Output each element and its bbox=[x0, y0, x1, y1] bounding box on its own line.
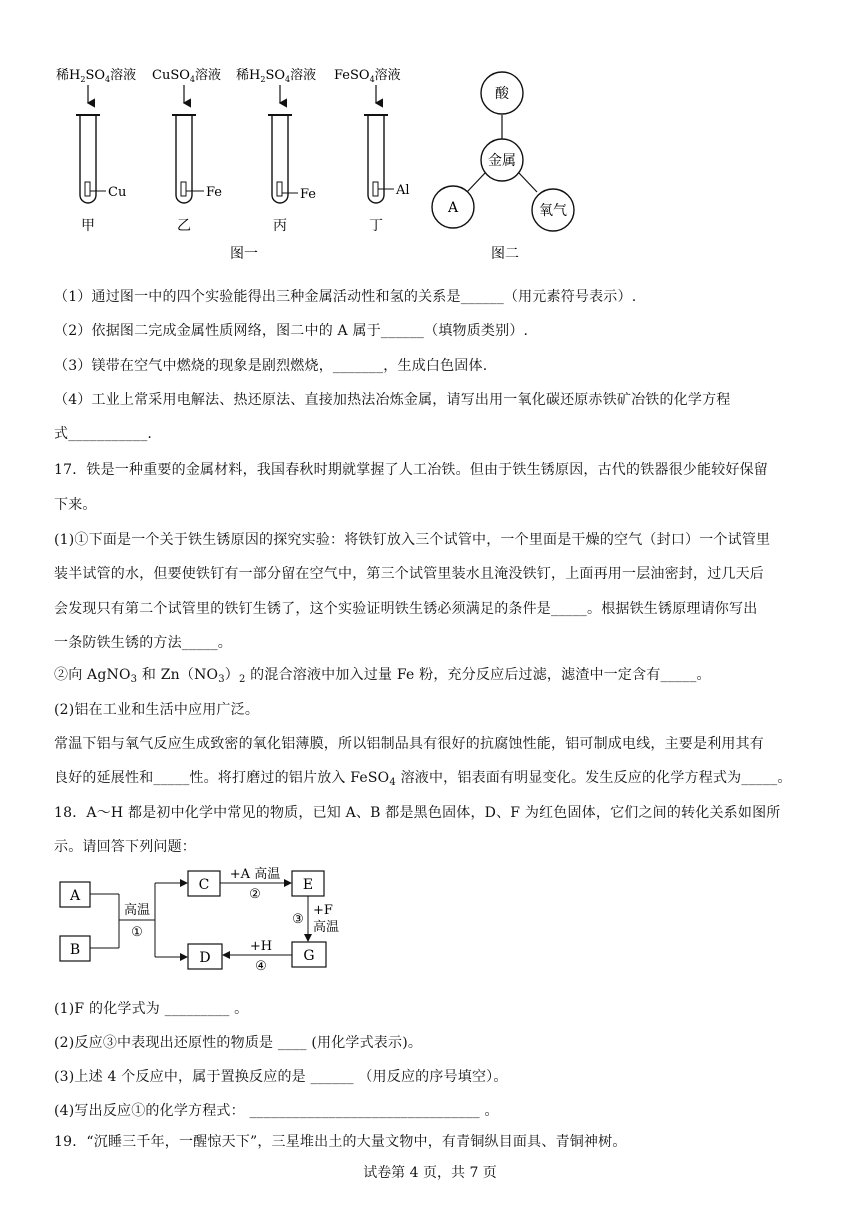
tube-bing bbox=[236, 67, 316, 234]
q16-part1: （1）通过图一中的四个实验能得出三种金属活动性和氢的关系是______（用元素符号表示）. bbox=[54, 289, 637, 305]
svg-text:B: B bbox=[69, 942, 81, 958]
q16-part4-line1: （4）工业上常采用电解法、热还原法、直接加热法冶炼金属，请写出用一氧化碳还原赤铁矿冶铁的化学方程 bbox=[54, 392, 731, 408]
figure-2-network bbox=[425, 60, 595, 270]
svg-text:G: G bbox=[303, 948, 315, 964]
metal-strip-jia bbox=[85, 182, 90, 196]
tube-ding-reagent: FeSO$_4$溶液 bbox=[334, 68, 401, 84]
node-oxygen-label: 氧气 bbox=[539, 203, 567, 219]
node-acid-label: 酸 bbox=[495, 86, 509, 102]
r4-condition: +H bbox=[249, 939, 273, 954]
r2-number: ② bbox=[249, 887, 261, 902]
q17-line2: 下来。 bbox=[54, 497, 97, 513]
tube-name-yi: 乙 bbox=[177, 218, 191, 234]
r1-condition: 高温 bbox=[123, 903, 151, 918]
q17-line3: (1)①下面是一个关于铁生锈原因的探究实验：将铁钉放入三个试管中，一个里面是干燥的空气（封口）一个试管里 bbox=[54, 532, 771, 548]
r1-number: ① bbox=[131, 925, 143, 940]
q17-line6: 一条防铁生锈的方法_____。 bbox=[54, 635, 232, 651]
r3-condition-2: 高温 bbox=[313, 920, 340, 935]
q18-conversion-diagram bbox=[55, 860, 365, 980]
tube-jia bbox=[56, 67, 136, 234]
metal-label-jia: Cu bbox=[108, 185, 127, 200]
q18-answer4: (4)写出反应①的化学方程式： ________________________________ 。 bbox=[54, 1103, 499, 1119]
q17-line5: 会发现只有第二个试管里的铁钉生锈了，这个实验证明铁生锈必须满足的条件是_____。根据铁生锈原理请你写出 bbox=[54, 601, 758, 617]
tube-yi bbox=[152, 67, 222, 234]
svg-text:A: A bbox=[69, 888, 81, 904]
r3-condition-1: +F bbox=[313, 903, 333, 918]
metal-label-yi: Fe bbox=[206, 185, 223, 200]
q17-line9: 常温下铝与氧气反应生成致密的氧化铝薄膜，所以铝制品具有很好的抗腐蚀性能，铝可制成电线，主要是利用其有 bbox=[54, 736, 764, 752]
r2-condition: +A 高温 bbox=[229, 867, 281, 882]
q16-part3: （3）镁带在空气中燃烧的现象是剧烈燃烧，_______，生成白色固体. bbox=[54, 358, 488, 374]
q18-line2: 示。请回答下列问题： bbox=[54, 839, 196, 855]
metal-strip-ding bbox=[373, 182, 378, 196]
q18-answer3: (3)上述 4 个反应中，属于置换反应的是 ______ （用反应的序号填空）。 bbox=[54, 1069, 508, 1085]
svg-text:D: D bbox=[199, 950, 211, 966]
figure-1-test-tubes bbox=[40, 55, 440, 270]
q17-line10: 良好的延展性和_____性。将打磨过的铝片放入 FeSO$_4$ 溶液中，铝表面有明显变化。发生反应的化学方程式为_____。 bbox=[54, 770, 792, 788]
tube-yi-reagent: CuSO$_4$溶液 bbox=[152, 68, 221, 84]
tube-name-jia: 甲 bbox=[81, 218, 95, 234]
tube-ding bbox=[334, 67, 410, 234]
q18-answer1: (1)F 的化学式为 _________ 。 bbox=[54, 1001, 249, 1017]
tube-jia-reagent: 稀$H_2SO_4$溶液 bbox=[56, 68, 137, 84]
node-metal-label: 金属 bbox=[488, 153, 516, 169]
metal-label-ding: Al bbox=[396, 183, 410, 198]
q17-line4: 装半试管的水，但要使铁钉有一部分留在空气中，第三个试管里装水且淹没铁钉，上面再用一层油密封，过几天后 bbox=[54, 566, 764, 582]
tube-bing-reagent: 稀$H_2SO_4$溶液 bbox=[236, 68, 317, 84]
q18-line1: 18．A～H 都是初中化学中常见的物质，已知 A、B 都是黑色固体，D、F 为红色固体，它们之间的转化关系如图所 bbox=[54, 805, 781, 821]
q16-part2: （2）依据图二完成金属性质网络，图二中的 A 属于______（填物质类别）. bbox=[54, 323, 529, 339]
svg-text:E: E bbox=[302, 877, 314, 893]
node-a-label: A bbox=[447, 200, 459, 216]
metal-strip-bing bbox=[277, 182, 282, 196]
figure-2-caption: 图二 bbox=[491, 246, 519, 262]
r3-number: ③ bbox=[292, 912, 304, 927]
q17-line8: (2)铝在工业和生活中应用广泛。 bbox=[54, 702, 260, 718]
svg-text:C: C bbox=[198, 877, 210, 893]
metal-strip-yi bbox=[181, 182, 186, 196]
q18-answer2: (2)反应③中表现出还原性的物质是 ____ (用化学式表示)。 bbox=[54, 1035, 423, 1051]
r4-number: ④ bbox=[255, 959, 267, 974]
figure-1-caption: 图一 bbox=[230, 246, 258, 262]
q17-line7: ②向 AgNO$_3$ 和 $Zn(NO_3)_2$ 的混合溶液中加入过量 Fe 粉，充分反应后过滤，滤渣中一定含有_____。 bbox=[54, 667, 711, 685]
q16-part4-line2: 式___________. bbox=[54, 426, 153, 442]
metal-label-bing: Fe bbox=[300, 187, 317, 202]
tube-name-ding: 丁 bbox=[369, 218, 383, 234]
q19-line1: 19．“沉睡三千年，一醒惊天下”，三星堆出土的大量文物中，有青铜纵目面具、青铜神树。 bbox=[54, 1134, 627, 1150]
q17-line1: 17．铁是一种重要的金属材料，我国春秋时期就掌握了人工冶铁。但由于铁生锈原因，古代的铁器很少能较好保留 bbox=[54, 462, 769, 478]
page-footer: 试卷第 4 页，共 7 页 bbox=[363, 1165, 497, 1181]
tube-name-bing: 丙 bbox=[273, 218, 287, 234]
